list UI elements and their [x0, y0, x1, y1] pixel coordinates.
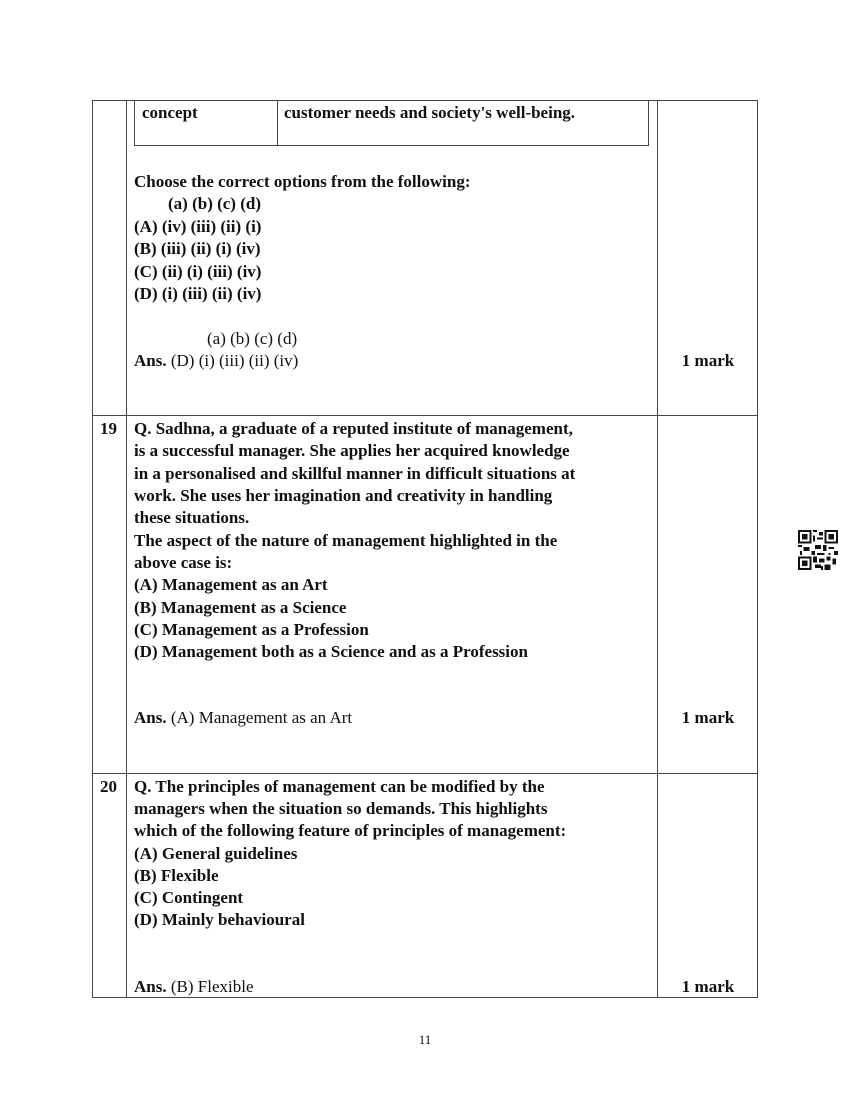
q19-line: work. She uses her imagination and creativity in handling [134, 486, 553, 505]
q19-line: The aspect of the nature of management highlighted in the [134, 531, 558, 550]
q20-option-b: (B) Flexible [134, 866, 219, 885]
q20-answer-text: (B) Flexible [170, 977, 254, 996]
q18-answer-header: (a) (b) (c) (d) [207, 329, 298, 348]
inner-table-divider [277, 100, 278, 145]
q19-option-d: (D) Management both as a Science and as a Profession [134, 642, 528, 661]
table-border-col1 [126, 100, 127, 998]
q18-option-b: (B) (iii) (ii) (i) (iv) [134, 239, 261, 258]
table-border-right [757, 100, 758, 998]
q19-line: Q. Sadhna, a graduate of a reputed institute of management, [134, 419, 573, 438]
q19-line: these situations. [134, 508, 250, 527]
inner-table-meaning: customer needs and society's well-being. [284, 103, 576, 122]
q20-line: managers when the situation so demands. This highlights [134, 799, 548, 818]
q20-line: Q. The principles of management can be modified by the [134, 777, 545, 796]
q18-answer-text: (D) (i) (iii) (ii) (iv) [170, 351, 299, 370]
table-border-col2 [657, 100, 658, 998]
q18-answer [134, 350, 298, 372]
inner-table-term: concept [142, 103, 198, 122]
q19-answer-text: (A) Management as an Art [170, 708, 353, 727]
q20-answer [134, 976, 254, 998]
q19-option-a: (A) Management as an Art [134, 575, 328, 594]
q20-option-a: (A) General guidelines [134, 844, 298, 863]
q19-line: is a successful manager. She applies her acquired knowledge [134, 441, 570, 460]
q20-line: which of the following feature of principles of management: [134, 821, 567, 840]
qr-code-icon [798, 530, 838, 570]
q18-instruction: Choose the correct options from the following: [134, 172, 471, 191]
q18-mark: 1 mark [681, 351, 735, 370]
q20-mark: 1 mark [681, 977, 735, 996]
q18-answer-label: Ans. [134, 351, 167, 370]
q18-option-header: (a) (b) (c) (d) [168, 194, 261, 213]
q20-option-c: (C) Contingent [134, 888, 244, 907]
q20-number: 20 [100, 777, 117, 796]
q19-answer [134, 707, 352, 729]
q19-option-b: (B) Management as a Science [134, 598, 347, 617]
row-divider-20 [92, 773, 758, 774]
q20-option-d: (D) Mainly behavioural [134, 910, 305, 929]
q19-mark: 1 mark [681, 708, 735, 727]
q19-number: 19 [100, 419, 117, 438]
row-divider-19 [92, 415, 758, 416]
q19-line: in a personalised and skillful manner in difficult situations at [134, 464, 576, 483]
q20-answer-label: Ans. [134, 977, 167, 996]
q18-option-a: (A) (iv) (iii) (ii) (i) [134, 217, 262, 236]
table-border-left [92, 100, 93, 998]
page-number: 11 [418, 1032, 432, 1047]
q19-answer-label: Ans. [134, 708, 167, 727]
q18-option-c: (C) (ii) (i) (iii) (iv) [134, 262, 262, 281]
q19-option-c: (C) Management as a Profession [134, 620, 369, 639]
q18-option-d: (D) (i) (iii) (ii) (iv) [134, 284, 262, 303]
q19-line: above case is: [134, 553, 233, 572]
